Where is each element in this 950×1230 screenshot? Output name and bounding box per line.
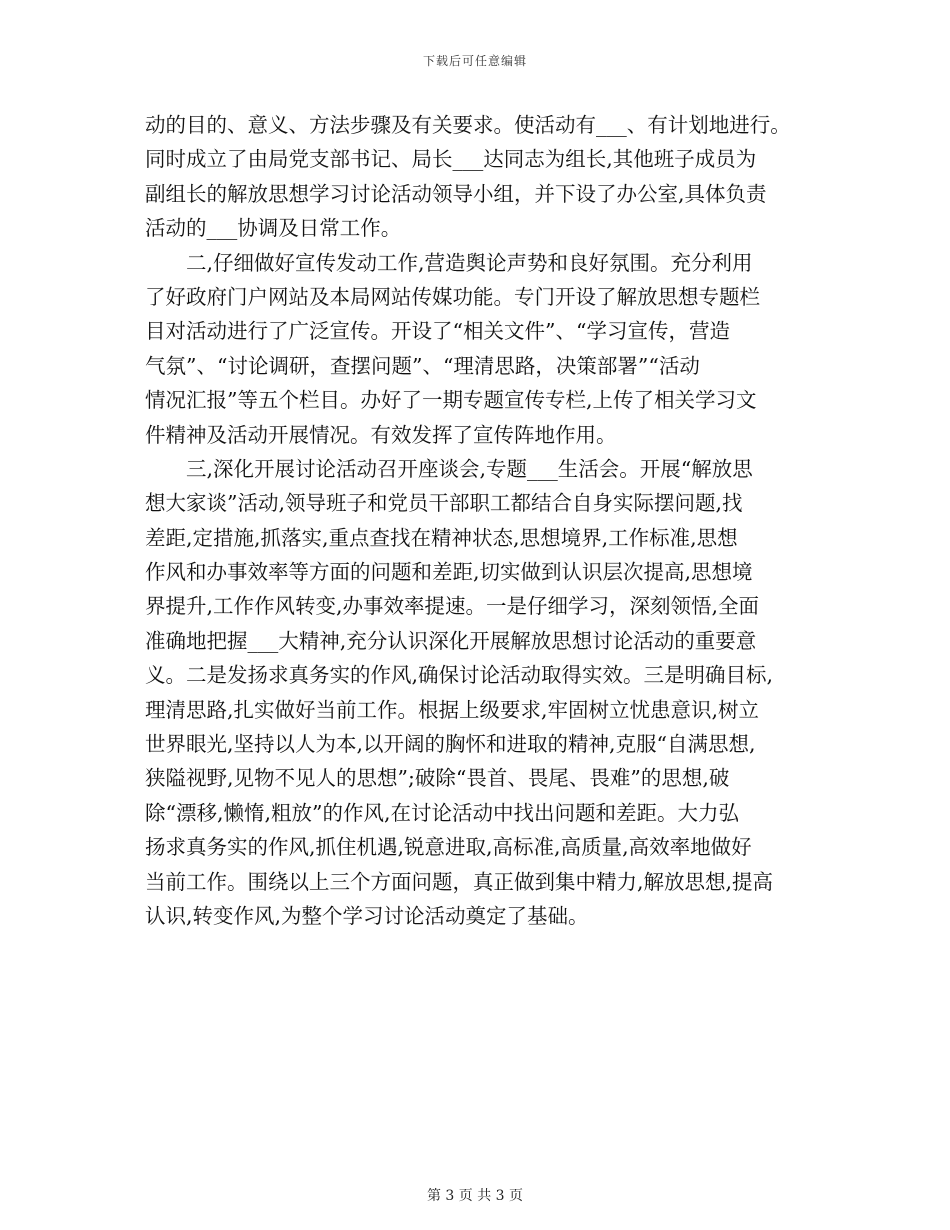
paragraph-3-line: 作风和办事效率等方面的问题和差距,切实做到认识层次提高,思想境 bbox=[145, 560, 753, 585]
paragraph-3-line: 想大家谈”活动,领导班子和党员干部职工都结合自身实际摆问题,找 bbox=[145, 491, 743, 516]
paragraph-3-line: 义。二是发扬求真务实的作风,确保讨论活动取得实效。三是明确目标, bbox=[145, 663, 774, 688]
paragraph-2-line: 二,仔细做好宣传发动工作,营造舆论声势和良好氛围。充分利用 bbox=[186, 250, 753, 275]
paragraph-3-line: 当前工作。围绕以上三个方面问题，真正做到集中精力,解放思想,提高 bbox=[145, 869, 774, 894]
paragraph-3-line: 除“漂移,懒惰,粗放”的作风,在讨论活动中找出问题和差距。大力弘 bbox=[145, 800, 740, 825]
paragraph-3-line: 理清思路,扎实做好当前工作。根据上级要求,牢固树立忧患意识,树立 bbox=[145, 697, 760, 722]
document-body bbox=[145, 108, 817, 933]
paragraph-3-line: 狭隘视野,见物不见人的思想”;破除“畏首、畏尾、畏难”的思想,破 bbox=[145, 766, 730, 791]
paragraph-3-line: 界提升,工作作风转变,办事效率提速。一是仔细学习，深刻领悟,全面 bbox=[145, 594, 760, 619]
paragraph-3-line: 世界眼光,坚持以人为本,以开阔的胸怀和进取的精神,克服“自满思想, bbox=[145, 732, 756, 757]
paragraph-3-line: 认识,转变作风,为整个学习讨论活动奠定了基础。 bbox=[145, 903, 589, 928]
paragraph-1-line: 活动的___协调及日常工作。 bbox=[145, 216, 402, 241]
paragraph-1-line: 副组长的解放思想学习讨论活动领导小组，并下设了办公室,具体负责 bbox=[145, 181, 767, 206]
paragraph-2-line: 件精神及活动开展情况。有效发挥了宣传阵地作用。 bbox=[145, 422, 617, 447]
page-number-footer: 第 3 页 共 3 页 bbox=[426, 1188, 524, 1204]
paragraph-3-line: 三,深化开展讨论活动召开座谈会,专题___生活会。开展“解放思 bbox=[186, 456, 753, 481]
paragraph-2-line: 气氛”、“讨论调研，查摆问题”、“理清思路，决策部署”“活动 bbox=[145, 353, 700, 378]
paragraph-1-line: 动的目的、意义、方法步骤及有关要求。使活动有___、有计划地进行。 bbox=[145, 113, 791, 137]
paragraph-1-line: 同时成立了由局党支部书记、局长___达同志为组长,其他班子成员为 bbox=[145, 147, 757, 172]
paragraph-3-line: 扬求真务实的作风,抓住机遇,锐意进取,高标准,高质量,高效率地做好 bbox=[145, 835, 752, 860]
paragraph-3-line: 准确地把握___大精神,充分认识深化开展解放思想讨论活动的重要意 bbox=[145, 628, 757, 653]
paragraph-2-line: 情况汇报”等五个栏目。办好了一期专题宣传专栏,上传了相关学习文 bbox=[145, 388, 757, 413]
paragraph-2-line: 了好政府门户网站及本局网站传媒功能。专门开设了解放思想专题栏 bbox=[145, 284, 760, 309]
paragraph-2-line: 目对活动进行了广泛宣传。开设了“相关文件”、“学习宣传，营造 bbox=[145, 319, 730, 344]
page-header-note: 下载后可任意编辑 bbox=[422, 54, 527, 68]
paragraph-3-line: 差距,定措施,抓落实,重点查找在精神状态,思想境界,工作标准,思想 bbox=[145, 525, 738, 550]
